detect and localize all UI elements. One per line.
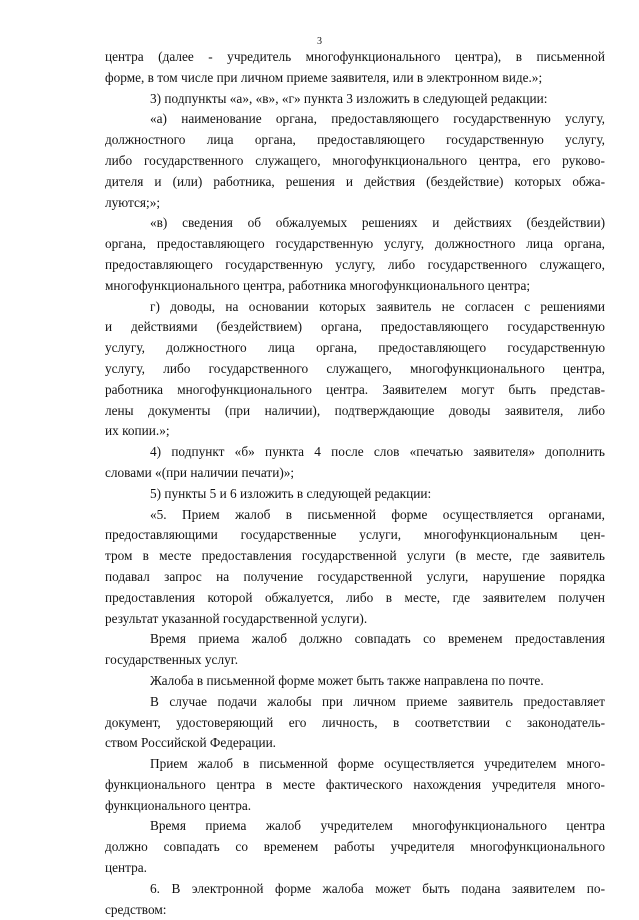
text-line: Время приема жалоб должно совпадать со временем предоставления — [150, 631, 605, 647]
text-line: услугу, должностного лица органа, предоставляющего государственную — [105, 340, 605, 356]
text-line: тром в месте предоставления государственной услуги (в месте, где заявитель — [105, 548, 605, 564]
text-line: 3) подпункты «а», «в», «г» пункта 3 изложить в следующей редакции: — [150, 90, 548, 106]
paragraph — [105, 89, 605, 110]
text-line: луются;»; — [105, 194, 161, 210]
text-line: В случае подачи жалобы при личном приеме заявитель предоставляет — [150, 693, 605, 709]
text-line: функционального центра в месте фактического нахождения учредителя много- — [105, 776, 605, 792]
text-line: либо государственного служащего, многофункционального центра, его руково- — [105, 152, 605, 168]
text-line: г) доводы, на основании которых заявитель не согласен с решениями — [150, 298, 605, 314]
text-line: результат указанной государственной услуги). — [105, 610, 368, 626]
paragraph — [105, 505, 605, 630]
text-line: ством Российской Федерации. — [105, 735, 277, 751]
paragraph — [105, 879, 605, 920]
text-line: документ, удостоверяющий его личность, в соответствии с законодатель- — [105, 714, 605, 730]
text-line: центра. — [105, 860, 147, 876]
text-line: словами «(при наличии печати)»; — [105, 464, 295, 480]
text-line: Жалоба в письменной форме может быть также направлена по почте. — [150, 672, 544, 688]
text-line: предоставления которой обжалуется, либо в месте, где заявителем получен — [105, 589, 605, 605]
paragraph — [105, 671, 605, 692]
text-line: предоставляющего государственную услугу, либо государственного служащего, — [105, 256, 605, 272]
text-line: центра (далее - учредитель многофункционального центра), в письменной — [105, 49, 605, 64]
text-line: дителя и (или) работника, решения и действия (бездействие) которых обжа- — [105, 173, 605, 189]
text-line: подавал запрос на получение государственной услуги, нарушение порядка — [105, 568, 605, 584]
text-line: 4) подпункт «б» пункта 4 после слов «печатью заявителя» дополнить — [150, 444, 605, 460]
text-line: органа, предоставляющего государственную услугу, должностного лица органа, — [105, 236, 605, 252]
text-line: Время приема жалоб учредителем многофункционального центра — [150, 818, 605, 834]
text-line: «в) сведения об обжалуемых решениях и действиях (бездействии) — [150, 215, 605, 231]
text-line: средством: — [105, 901, 167, 917]
paragraph — [105, 754, 605, 816]
text-line: форме, в том числе при личном приеме заявителя, или в электронном виде.»; — [105, 69, 543, 85]
text-line: государственных услуг. — [105, 652, 239, 668]
paragraph — [105, 47, 605, 89]
paragraph — [105, 629, 605, 671]
text-line: функционального центра. — [105, 797, 252, 813]
page-number: 3 — [317, 36, 322, 47]
text-line: лены документы (при наличии), подтверждающие доводы заявителя, либо — [105, 402, 605, 418]
paragraph — [105, 442, 605, 484]
text-line: Прием жалоб в письменной форме осуществляется учредителем много- — [150, 756, 605, 772]
text-line: «а) наименование органа, предоставляющего государственную услугу, — [150, 111, 605, 127]
paragraph — [105, 692, 605, 754]
document-body — [105, 47, 605, 920]
paragraph — [105, 816, 605, 878]
text-line: должностного лица органа, предоставляющего государственную услугу, — [105, 132, 605, 148]
paragraph — [105, 297, 605, 443]
paragraph — [105, 484, 605, 505]
text-line: работника многофункционального центра. Заявителем могут быть представ- — [105, 381, 605, 397]
text-line: должно совпадать со временем работы учредителя многофункционального — [105, 839, 605, 855]
text-line: их копии.»; — [105, 423, 170, 439]
text-line: предоставляющими государственные услуги, многофункциональным цен- — [105, 527, 605, 543]
text-line: «5. Прием жалоб в письменной форме осуществляется органами, — [150, 506, 605, 522]
text-line: 5) пункты 5 и 6 изложить в следующей редакции: — [150, 485, 432, 501]
text-line: многофункционального центра, работника многофункционального центра; — [105, 277, 531, 293]
text-line: 6. В электронной форме жалоба может быть подана заявителем по- — [150, 880, 605, 896]
paragraph — [105, 213, 605, 296]
paragraph — [105, 109, 605, 213]
text-line: услугу, либо государственного служащего, многофункционального центра, — [105, 360, 605, 376]
text-line: и действиями (бездействием) органа, предоставляющего государственную — [105, 319, 605, 335]
